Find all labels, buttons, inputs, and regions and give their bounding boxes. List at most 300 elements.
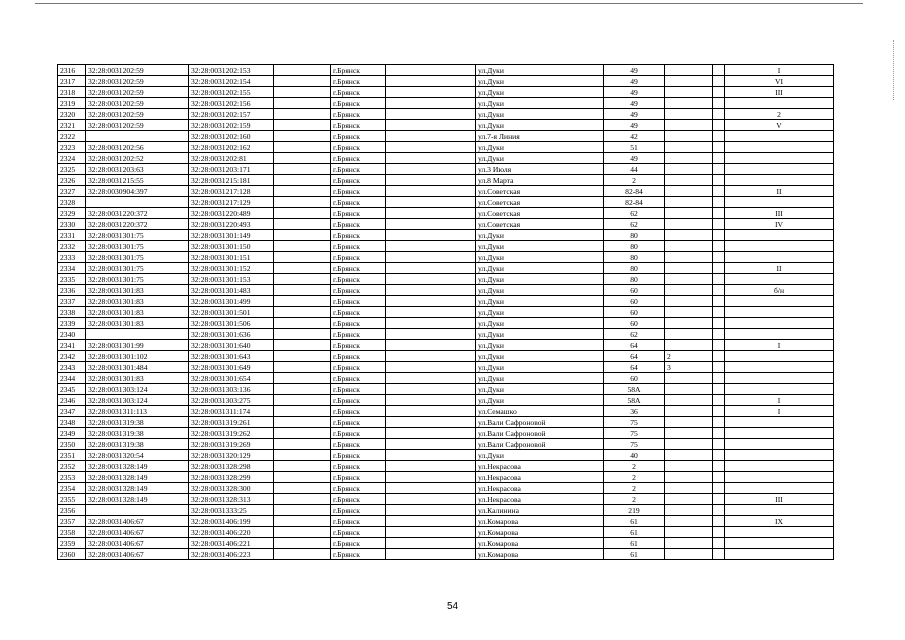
house-number-cell: 42 <box>604 131 665 142</box>
parent-cadastral-number-cell: 32:28:0031301:99 <box>86 340 189 351</box>
cadastral-number-cell: 32:28:0031301:499 <box>189 296 274 307</box>
house-number-cell: 36 <box>604 406 665 417</box>
cadastral-number-cell: 32:28:0031301:153 <box>189 274 274 285</box>
table-row <box>58 120 834 131</box>
room-suffix-cell <box>725 307 834 318</box>
apartment-number-cell <box>665 505 713 516</box>
apartment-number-cell <box>665 373 713 384</box>
empty-cell-cell <box>274 142 331 153</box>
empty-cell-cell <box>386 131 476 142</box>
street-cell: ул.Дуки <box>476 373 604 384</box>
apartment-number-cell <box>665 241 713 252</box>
row-number-cell: 2353 <box>58 472 86 483</box>
house-number-cell: 51 <box>604 142 665 153</box>
street-cell: ул.Комарова <box>476 516 604 527</box>
room-suffix-cell <box>725 230 834 241</box>
empty-cell-cell <box>274 318 331 329</box>
row-number-cell: 2344 <box>58 373 86 384</box>
parent-cadastral-number-cell: 32:28:0031202:59 <box>86 120 189 131</box>
empty-cell-cell <box>274 87 331 98</box>
parent-cadastral-number-cell: 32:28:0031202:59 <box>86 76 189 87</box>
empty-cell-cell <box>713 318 725 329</box>
house-number-cell: 82-84 <box>604 197 665 208</box>
empty-cell-cell <box>713 329 725 340</box>
row-number-cell: 2335 <box>58 274 86 285</box>
empty-cell-cell <box>713 307 725 318</box>
cadastral-number-cell: 32:28:0031202:162 <box>189 142 274 153</box>
empty-cell-cell <box>713 109 725 120</box>
cadastral-number-cell: 32:28:0031202:153 <box>189 65 274 76</box>
cadastral-number-cell: 32:28:0031319:262 <box>189 428 274 439</box>
room-suffix-cell <box>725 329 834 340</box>
apartment-number-cell <box>665 450 713 461</box>
house-number-cell: 61 <box>604 549 665 560</box>
street-cell: ул.Дуки <box>476 285 604 296</box>
empty-cell-cell <box>274 340 331 351</box>
city-cell: г.Брянск <box>331 230 386 241</box>
room-suffix-cell <box>725 164 834 175</box>
cadastral-number-cell: 32:28:0031202:155 <box>189 87 274 98</box>
table-row <box>58 175 834 186</box>
house-number-cell: 219 <box>604 505 665 516</box>
table-row <box>58 65 834 76</box>
empty-cell-cell <box>713 153 725 164</box>
city-cell: г.Брянск <box>331 219 386 230</box>
house-number-cell: 49 <box>604 120 665 131</box>
apartment-number-cell <box>665 65 713 76</box>
parent-cadastral-number-cell: 32:28:0031301:102 <box>86 351 189 362</box>
empty-cell-cell <box>386 329 476 340</box>
parent-cadastral-number-cell: 32:28:0031301:75 <box>86 230 189 241</box>
empty-cell-cell <box>274 153 331 164</box>
cadastral-number-cell: 32:28:0031202:156 <box>189 98 274 109</box>
row-number-cell: 2351 <box>58 450 86 461</box>
apartment-number-cell <box>665 483 713 494</box>
table-row <box>58 296 834 307</box>
empty-cell-cell <box>713 65 725 76</box>
empty-cell-cell <box>274 373 331 384</box>
table-row <box>58 109 834 120</box>
parent-cadastral-number-cell: 32:28:0030904:397 <box>86 186 189 197</box>
room-suffix-cell <box>725 296 834 307</box>
table-row <box>58 252 834 263</box>
table-row <box>58 527 834 538</box>
room-suffix-cell: VI <box>725 76 834 87</box>
cadastral-number-cell: 32:28:0031301:649 <box>189 362 274 373</box>
apartment-number-cell <box>665 329 713 340</box>
apartment-number-cell <box>665 494 713 505</box>
city-cell: г.Брянск <box>331 307 386 318</box>
table-row <box>58 516 834 527</box>
table-row <box>58 230 834 241</box>
street-cell: ул.Дуки <box>476 109 604 120</box>
city-cell: г.Брянск <box>331 109 386 120</box>
room-suffix-cell <box>725 175 834 186</box>
empty-cell-cell <box>274 219 331 230</box>
row-number-cell: 2334 <box>58 263 86 274</box>
row-number-cell: 2316 <box>58 65 86 76</box>
row-number-cell: 2360 <box>58 549 86 560</box>
empty-cell-cell <box>274 241 331 252</box>
empty-cell-cell <box>713 164 725 175</box>
empty-cell-cell <box>386 274 476 285</box>
room-suffix-cell: I <box>725 340 834 351</box>
street-cell: ул.Дуки <box>476 296 604 307</box>
apartment-number-cell <box>665 461 713 472</box>
room-suffix-cell: IV <box>725 219 834 230</box>
empty-cell-cell <box>713 472 725 483</box>
empty-cell-cell <box>274 230 331 241</box>
room-suffix-cell <box>725 318 834 329</box>
street-cell: ул.Дуки <box>476 241 604 252</box>
cadastral-number-cell: 32:28:0031406:220 <box>189 527 274 538</box>
empty-cell-cell <box>386 230 476 241</box>
street-cell: ул.Советская <box>476 186 604 197</box>
row-number-cell: 2323 <box>58 142 86 153</box>
street-cell: ул.Дуки <box>476 120 604 131</box>
empty-cell-cell <box>713 494 725 505</box>
street-cell: ул.Дуки <box>476 76 604 87</box>
city-cell: г.Брянск <box>331 153 386 164</box>
house-number-cell: 44 <box>604 164 665 175</box>
house-number-cell: 80 <box>604 230 665 241</box>
empty-cell-cell <box>386 373 476 384</box>
apartment-number-cell <box>665 131 713 142</box>
row-number-cell: 2328 <box>58 197 86 208</box>
empty-cell-cell <box>386 219 476 230</box>
empty-cell-cell <box>713 87 725 98</box>
room-suffix-cell: III <box>725 494 834 505</box>
room-suffix-cell <box>725 241 834 252</box>
empty-cell-cell <box>274 439 331 450</box>
row-number-cell: 2326 <box>58 175 86 186</box>
street-cell: ул.Некрасова <box>476 461 604 472</box>
street-cell: ул.Дуки <box>476 153 604 164</box>
table-row <box>58 142 834 153</box>
table-row <box>58 538 834 549</box>
apartment-number-cell <box>665 142 713 153</box>
table-body <box>58 65 834 560</box>
empty-cell-cell <box>386 307 476 318</box>
city-cell: г.Брянск <box>331 197 386 208</box>
row-number-cell: 2322 <box>58 131 86 142</box>
empty-cell-cell <box>386 340 476 351</box>
room-suffix-cell: IX <box>725 516 834 527</box>
street-cell: ул.Дуки <box>476 274 604 285</box>
empty-cell-cell <box>274 461 331 472</box>
cadastral-number-cell: 32:28:0031303:136 <box>189 384 274 395</box>
house-number-cell: 61 <box>604 516 665 527</box>
empty-cell-cell <box>386 439 476 450</box>
table-row <box>58 428 834 439</box>
room-suffix-cell: I <box>725 406 834 417</box>
empty-cell-cell <box>713 549 725 560</box>
empty-cell-cell <box>713 241 725 252</box>
room-suffix-cell <box>725 538 834 549</box>
apartment-number-cell <box>665 472 713 483</box>
row-number-cell: 2347 <box>58 406 86 417</box>
cadastral-number-cell: 32:28:0031220:493 <box>189 219 274 230</box>
house-number-cell: 60 <box>604 296 665 307</box>
cadastral-number-cell: 32:28:0031303:275 <box>189 395 274 406</box>
table-row <box>58 307 834 318</box>
city-cell: г.Брянск <box>331 296 386 307</box>
house-number-cell: 49 <box>604 98 665 109</box>
apartment-number-cell <box>665 109 713 120</box>
room-suffix-cell <box>725 439 834 450</box>
cadastral-number-cell: 32:28:0031406:221 <box>189 538 274 549</box>
city-cell: г.Брянск <box>331 373 386 384</box>
city-cell: г.Брянск <box>331 318 386 329</box>
city-cell: г.Брянск <box>331 384 386 395</box>
house-number-cell: 2 <box>604 494 665 505</box>
empty-cell-cell <box>386 164 476 175</box>
empty-cell-cell <box>274 362 331 373</box>
city-cell: г.Брянск <box>331 263 386 274</box>
city-cell: г.Брянск <box>331 208 386 219</box>
apartment-number-cell <box>665 263 713 274</box>
empty-cell-cell <box>274 384 331 395</box>
cadastral-number-cell: 32:28:0031301:654 <box>189 373 274 384</box>
empty-cell-cell <box>274 494 331 505</box>
empty-cell-cell <box>386 549 476 560</box>
table-row <box>58 285 834 296</box>
parent-cadastral-number-cell: 32:28:0031301:83 <box>86 307 189 318</box>
house-number-cell: 75 <box>604 428 665 439</box>
table-row <box>58 318 834 329</box>
empty-cell-cell <box>386 417 476 428</box>
empty-cell-cell <box>386 263 476 274</box>
parent-cadastral-number-cell: 32:28:0031301:75 <box>86 274 189 285</box>
empty-cell-cell <box>386 153 476 164</box>
table-row <box>58 362 834 373</box>
city-cell: г.Брянск <box>331 538 386 549</box>
apartment-number-cell <box>665 395 713 406</box>
row-number-cell: 2339 <box>58 318 86 329</box>
room-suffix-cell <box>725 351 834 362</box>
row-number-cell: 2331 <box>58 230 86 241</box>
row-number-cell: 2321 <box>58 120 86 131</box>
city-cell: г.Брянск <box>331 362 386 373</box>
empty-cell-cell <box>713 208 725 219</box>
empty-cell-cell <box>713 263 725 274</box>
table-row <box>58 197 834 208</box>
cadastral-number-cell: 32:28:0031406:199 <box>189 516 274 527</box>
empty-cell-cell <box>274 131 331 142</box>
room-suffix-cell <box>725 483 834 494</box>
street-cell: ул.Дуки <box>476 142 604 153</box>
street-cell: ул.Комарова <box>476 549 604 560</box>
empty-cell-cell <box>386 142 476 153</box>
table-row <box>58 505 834 516</box>
empty-cell-cell <box>274 120 331 131</box>
room-suffix-cell <box>725 131 834 142</box>
empty-cell-cell <box>274 472 331 483</box>
empty-cell-cell <box>713 428 725 439</box>
city-cell: г.Брянск <box>331 241 386 252</box>
apartment-number-cell <box>665 439 713 450</box>
empty-cell-cell <box>386 197 476 208</box>
street-cell: ул.Вали Сафроновой <box>476 439 604 450</box>
parent-cadastral-number-cell <box>86 329 189 340</box>
empty-cell-cell <box>386 76 476 87</box>
apartment-number-cell <box>665 153 713 164</box>
house-number-cell: 60 <box>604 307 665 318</box>
empty-cell-cell <box>274 428 331 439</box>
empty-cell-cell <box>386 87 476 98</box>
empty-cell-cell <box>274 252 331 263</box>
house-number-cell: 2 <box>604 461 665 472</box>
empty-cell-cell <box>274 164 331 175</box>
row-number-cell: 2343 <box>58 362 86 373</box>
empty-cell-cell <box>274 208 331 219</box>
row-number-cell: 2336 <box>58 285 86 296</box>
room-suffix-cell: V <box>725 120 834 131</box>
margin-mark <box>893 40 897 100</box>
street-cell: ул.Некрасова <box>476 483 604 494</box>
empty-cell-cell <box>713 252 725 263</box>
room-suffix-cell <box>725 362 834 373</box>
row-number-cell: 2332 <box>58 241 86 252</box>
apartment-number-cell <box>665 175 713 186</box>
parent-cadastral-number-cell: 32:28:0031301:75 <box>86 241 189 252</box>
parent-cadastral-number-cell: 32:28:0031301:83 <box>86 296 189 307</box>
parent-cadastral-number-cell: 32:28:0031406:67 <box>86 527 189 538</box>
row-number-cell: 2342 <box>58 351 86 362</box>
parent-cadastral-number-cell: 32:28:0031319:38 <box>86 439 189 450</box>
room-suffix-cell <box>725 384 834 395</box>
table-row <box>58 208 834 219</box>
row-number-cell: 2359 <box>58 538 86 549</box>
table-row <box>58 450 834 461</box>
row-number-cell: 2350 <box>58 439 86 450</box>
city-cell: г.Брянск <box>331 516 386 527</box>
city-cell: г.Брянск <box>331 329 386 340</box>
table-row <box>58 76 834 87</box>
city-cell: г.Брянск <box>331 439 386 450</box>
empty-cell-cell <box>713 142 725 153</box>
table-row <box>58 87 834 98</box>
parent-cadastral-number-cell: 32:28:0031320:54 <box>86 450 189 461</box>
apartment-number-cell <box>665 98 713 109</box>
city-cell: г.Брянск <box>331 65 386 76</box>
street-cell: ул.3 Июля <box>476 164 604 175</box>
empty-cell-cell <box>274 65 331 76</box>
row-number-cell: 2352 <box>58 461 86 472</box>
empty-cell-cell <box>386 461 476 472</box>
table-row <box>58 406 834 417</box>
street-cell: ул.Дуки <box>476 230 604 241</box>
apartment-number-cell <box>665 274 713 285</box>
empty-cell-cell <box>274 175 331 186</box>
empty-cell-cell <box>713 450 725 461</box>
street-cell: ул.Дуки <box>476 450 604 461</box>
table-row <box>58 384 834 395</box>
row-number-cell: 2341 <box>58 340 86 351</box>
room-suffix-cell <box>725 472 834 483</box>
room-suffix-cell <box>725 461 834 472</box>
house-number-cell: 60 <box>604 285 665 296</box>
house-number-cell: 80 <box>604 252 665 263</box>
street-cell: ул.Калинина <box>476 505 604 516</box>
street-cell: ул.Дуки <box>476 263 604 274</box>
house-number-cell: 58А <box>604 384 665 395</box>
empty-cell-cell <box>713 483 725 494</box>
apartment-number-cell <box>665 285 713 296</box>
city-cell: г.Брянск <box>331 252 386 263</box>
house-number-cell: 58А <box>604 395 665 406</box>
room-suffix-cell: II <box>725 263 834 274</box>
table-row <box>58 461 834 472</box>
apartment-number-cell <box>665 406 713 417</box>
apartment-number-cell <box>665 197 713 208</box>
room-suffix-cell <box>725 450 834 461</box>
room-suffix-cell: I <box>725 65 834 76</box>
row-number-cell: 2340 <box>58 329 86 340</box>
cadastral-number-cell: 32:28:0031215:181 <box>189 175 274 186</box>
house-number-cell: 80 <box>604 274 665 285</box>
house-number-cell: 49 <box>604 87 665 98</box>
city-cell: г.Брянск <box>331 450 386 461</box>
cadastral-number-cell: 32:28:0031202:157 <box>189 109 274 120</box>
apartment-number-cell <box>665 417 713 428</box>
table-row <box>58 131 834 142</box>
room-suffix-cell: 2 <box>725 109 834 120</box>
cadastral-number-cell: 32:28:0031220:489 <box>189 208 274 219</box>
empty-cell-cell <box>386 395 476 406</box>
parent-cadastral-number-cell: 32:28:0031215:55 <box>86 175 189 186</box>
city-cell: г.Брянск <box>331 472 386 483</box>
row-number-cell: 2319 <box>58 98 86 109</box>
room-suffix-cell <box>725 505 834 516</box>
house-number-cell: 75 <box>604 417 665 428</box>
row-number-cell: 2354 <box>58 483 86 494</box>
parent-cadastral-number-cell: 32:28:0031319:38 <box>86 428 189 439</box>
empty-cell-cell <box>713 373 725 384</box>
empty-cell-cell <box>386 483 476 494</box>
house-number-cell: 80 <box>604 263 665 274</box>
room-suffix-cell <box>725 197 834 208</box>
cadastral-number-cell: 32:28:0031301:149 <box>189 230 274 241</box>
empty-cell-cell <box>274 406 331 417</box>
street-cell: ул.Дуки <box>476 65 604 76</box>
city-cell: г.Брянск <box>331 494 386 505</box>
empty-cell-cell <box>386 516 476 527</box>
property-register-table <box>57 64 834 560</box>
empty-cell-cell <box>386 175 476 186</box>
house-number-cell: 64 <box>604 351 665 362</box>
apartment-number-cell <box>665 87 713 98</box>
street-cell: ул.Некрасова <box>476 472 604 483</box>
table-row <box>58 329 834 340</box>
street-cell: ул.Комарова <box>476 538 604 549</box>
room-suffix-cell: б/н <box>725 285 834 296</box>
room-suffix-cell <box>725 98 834 109</box>
house-number-cell: 80 <box>604 241 665 252</box>
city-cell: г.Брянск <box>331 175 386 186</box>
house-number-cell: 60 <box>604 373 665 384</box>
city-cell: г.Брянск <box>331 549 386 560</box>
empty-cell-cell <box>386 362 476 373</box>
city-cell: г.Брянск <box>331 505 386 516</box>
table-row <box>58 241 834 252</box>
street-cell: ул.Советская <box>476 219 604 230</box>
empty-cell-cell <box>386 505 476 516</box>
cadastral-number-cell: 32:28:0031301:506 <box>189 318 274 329</box>
empty-cell-cell <box>386 208 476 219</box>
apartment-number-cell <box>665 164 713 175</box>
empty-cell-cell <box>386 538 476 549</box>
